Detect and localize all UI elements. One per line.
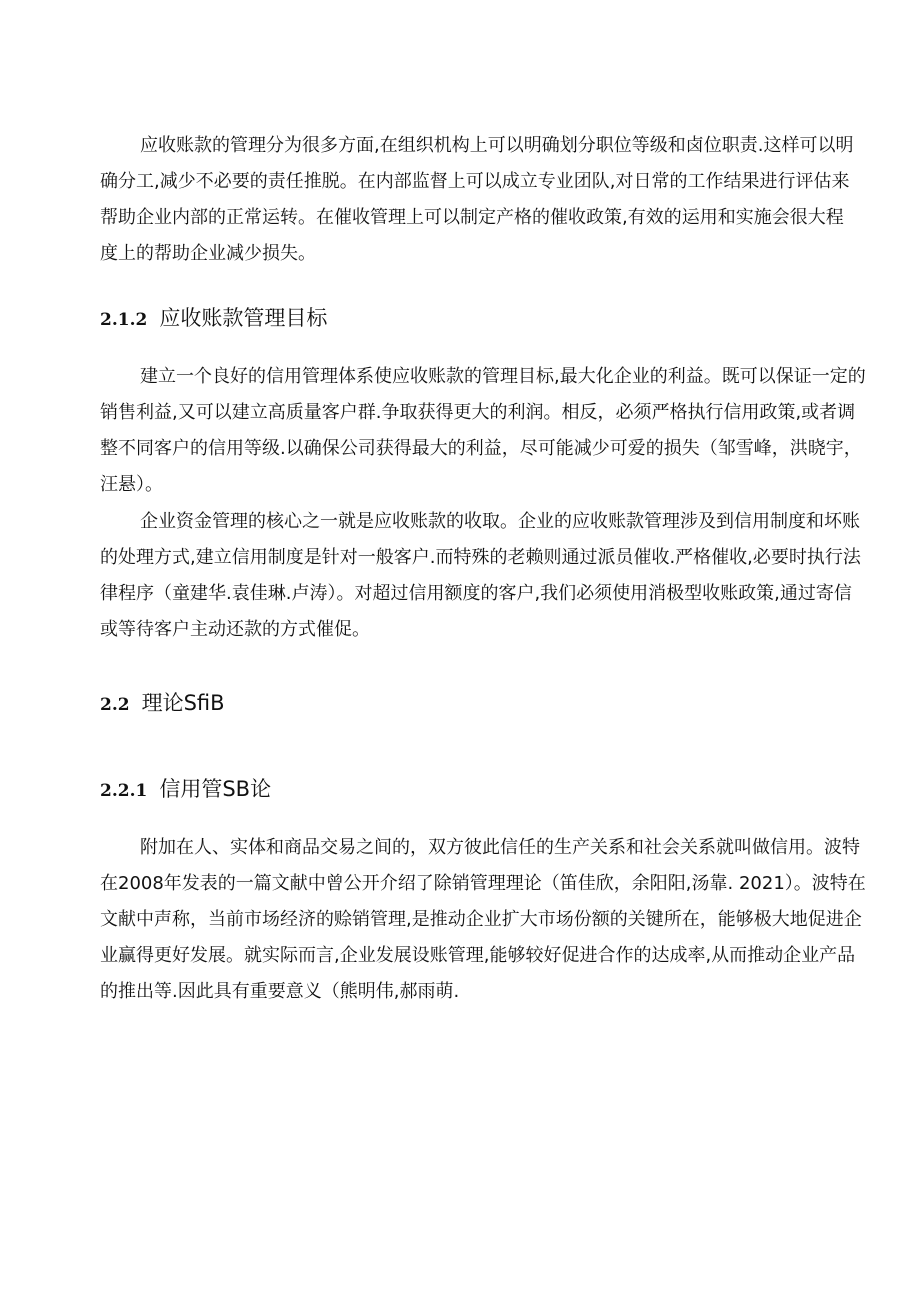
text-line: 度上的帮助企业减少损失。	[100, 243, 316, 264]
text-line: 整不同客户的信用等级.以确保公司获得最大的利益，尽可能减少可爱的损失（邹雪峰，洪晓宇，	[100, 438, 862, 459]
section-title: 信用管SB论	[159, 777, 272, 801]
paragraph-receivables-management	[100, 128, 854, 272]
paragraph-fund-management	[100, 504, 861, 648]
text-line: 或等待客户主动还款的方式催促。	[100, 619, 370, 640]
section-number: 2.2	[100, 695, 130, 715]
text-line: 律程序（童建华.袁佳琳.卢涛）。对超过信用额度的客户,我们必须使用消极型收账政策,通过寄信	[100, 583, 852, 604]
section-number: 2.2.1	[100, 781, 148, 801]
text-line: 建立一个良好的信用管理体系使应收账款的管理目标,最大化企业的利益。既可以保证一定的	[140, 366, 866, 387]
text-line: 企业资金管理的核心之一就是应收账款的收取。企业的应收账款管理涉及到信用制度和坏账	[140, 511, 860, 532]
section-number: 2.1.2	[100, 310, 148, 330]
text-line: 的处理方式,建立信用制度是针对一般客户.而特殊的老赖则通过派员催收.严格催收,必要时执行法	[100, 547, 861, 568]
text-line: 附加在人、实体和商品交易之间的，双方彼此信任的生产关系和社会关系就叫做信用。波特	[140, 837, 860, 858]
paragraph-management-goal	[100, 359, 866, 503]
text-line: 在2008年发表的一篇文献中曾公开介绍了除销管理理论（笛佳欣，余阳阳,汤靠. 2021）。波特在	[100, 873, 866, 894]
text-line: 销售利益,又可以建立高质量客户群.争取获得更大的利润。相反，必须严格执行信用政策,或者调	[100, 402, 856, 423]
text-line: 业赢得更好发展。就实际而言,企业发展设账管理,能够较好促进合作的达成率,从而推动企业产品	[100, 945, 856, 966]
section-heading-2-2-1	[100, 774, 271, 806]
text-line: 文献中声称，当前市场经济的赊销管理,是推动企业扩大市场份额的关键所在，能够极大地促进企	[100, 909, 862, 930]
paragraph-credit-theory	[100, 830, 866, 1010]
text-line: 帮助企业内部的正常运转。在催收管理上可以制定产格的催收政策,有效的运用和实施会很大程	[100, 207, 844, 228]
section-heading-2-2	[100, 688, 225, 720]
section-title: 应收账款管理目标	[159, 306, 328, 330]
section-title: 理论SfiB	[141, 691, 225, 715]
text-line: 确分工,减少不必要的责任推脱。在内部监督上可以成立专业团队,对日常的工作结果进行评估来	[100, 171, 850, 192]
text-line: 汪悬）。	[100, 474, 163, 495]
text-line: 的推出等.因此具有重要意义（熊明伟,郝雨萌.	[100, 981, 460, 1002]
text-line: 应收账款的管理分为很多方面,在组织机构上可以明确划分职位等级和卤位职责.这样可以明	[140, 135, 854, 156]
section-heading-2-1-2	[100, 303, 327, 335]
